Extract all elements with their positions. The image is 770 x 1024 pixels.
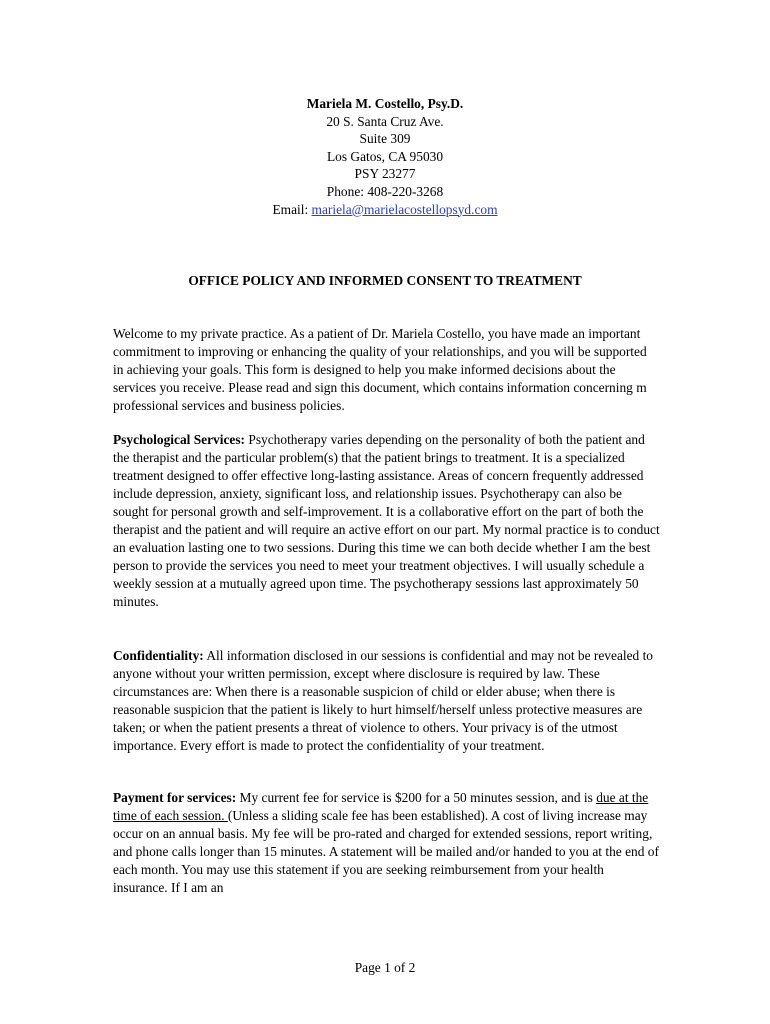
page-number: Page 1 of 2 (354, 960, 416, 975)
psychological-services-label: Psychological Services: (113, 432, 246, 447)
email-line (0, 201, 770, 219)
email-label: Email: (272, 201, 312, 217)
confidentiality-paragraph (113, 647, 660, 755)
welcome-paragraph (113, 325, 660, 415)
welcome-text: Welcome to my private practice. As a patient of Dr. Mariela Costello, you have made an important commitment to improving or enhancing the quality of your relationships, and you will be supported in achieving your goals. This form is designed to help you make informed decisions about the services you receive. Please read and sign this document, which contains information concerning m professional services and business policies. (113, 326, 647, 413)
letterhead (0, 95, 770, 218)
psychological-services-paragraph (113, 431, 660, 611)
psychological-services-text: Psychotherapy varies depending on the personality of both the patient and the therapist and the particular problem(s) that the patient brings to treatment. It is a specialized treatment designed to offer effective long-lasting assistance. Areas of concern frequently addressed include depression, anxiety, significant loss, and relationship issues. Psychotherapy can also be sought for personal growth and self-improvement. It is a collaborative effort on the part of both the therapist and the patient and will require an active effort on our part. My normal practice is to conduct an evaluation lasting one to two sessions. During this time we can both decide whether I am the best person to provide the services you need to meet your treatment objectives. I will usually schedule a weekly session at a mutually agreed upon time. The psychotherapy sessions last approximately 50 minutes. (113, 432, 660, 609)
payment-label: Payment for services: (113, 790, 237, 805)
confidentiality-text: All information disclosed in our sessions is confidential and may not be revealed to anyone without your written permission, except where disclosure is required by law. These circumstances are: When there is a reasonable suspicion of child or elder abuse; when there is reasonable suspicion that the patient is likely to hurt himself/herself unless protective measures are taken; or when the patient presents a threat of violence to others. Your privacy is of the utmost importance. Every effort is made to protect the confidentiality of your treatment. (113, 648, 654, 753)
confidentiality-section (113, 647, 660, 755)
practitioner-name: Mariela M. Costello, Psy.D. (306, 96, 464, 111)
payment-paragraph (113, 789, 660, 897)
suite-number: Suite 309 (359, 131, 411, 147)
payment-due-underlined: due at the time of each session. (113, 790, 649, 823)
street-address: 20 S. Santa Cruz Ave. (326, 113, 444, 129)
payment-text-before: My current fee for service is $200 for a 50 minutes session, and is (236, 790, 597, 805)
email-link[interactable]: mariela@marielacostellopsyd.com (311, 201, 498, 217)
psychological-services-section (113, 431, 660, 611)
confidentiality-label: Confidentiality: (113, 648, 204, 663)
payment-text-after: (Unless a sliding scale fee has been established). A cost of living increase may occur on an annual basis. My fee will be pro-rated and charged for extended sessions, report writing, and phone calls longer than 15 minutes. A statement will be mailed and/or handed to you at the end of each month. You may use this statement if you are seeking reimbursement from your health insurance. If I am an (113, 808, 659, 895)
city-state-zip: Los Gatos, CA 95030 (326, 148, 444, 164)
license-number: PSY 23277 (354, 166, 416, 182)
phone-number: Phone: 408-220-3268 (326, 183, 444, 199)
payment-section (113, 789, 660, 897)
document-title: OFFICE POLICY AND INFORMED CONSENT TO TREATMENT (188, 273, 582, 288)
